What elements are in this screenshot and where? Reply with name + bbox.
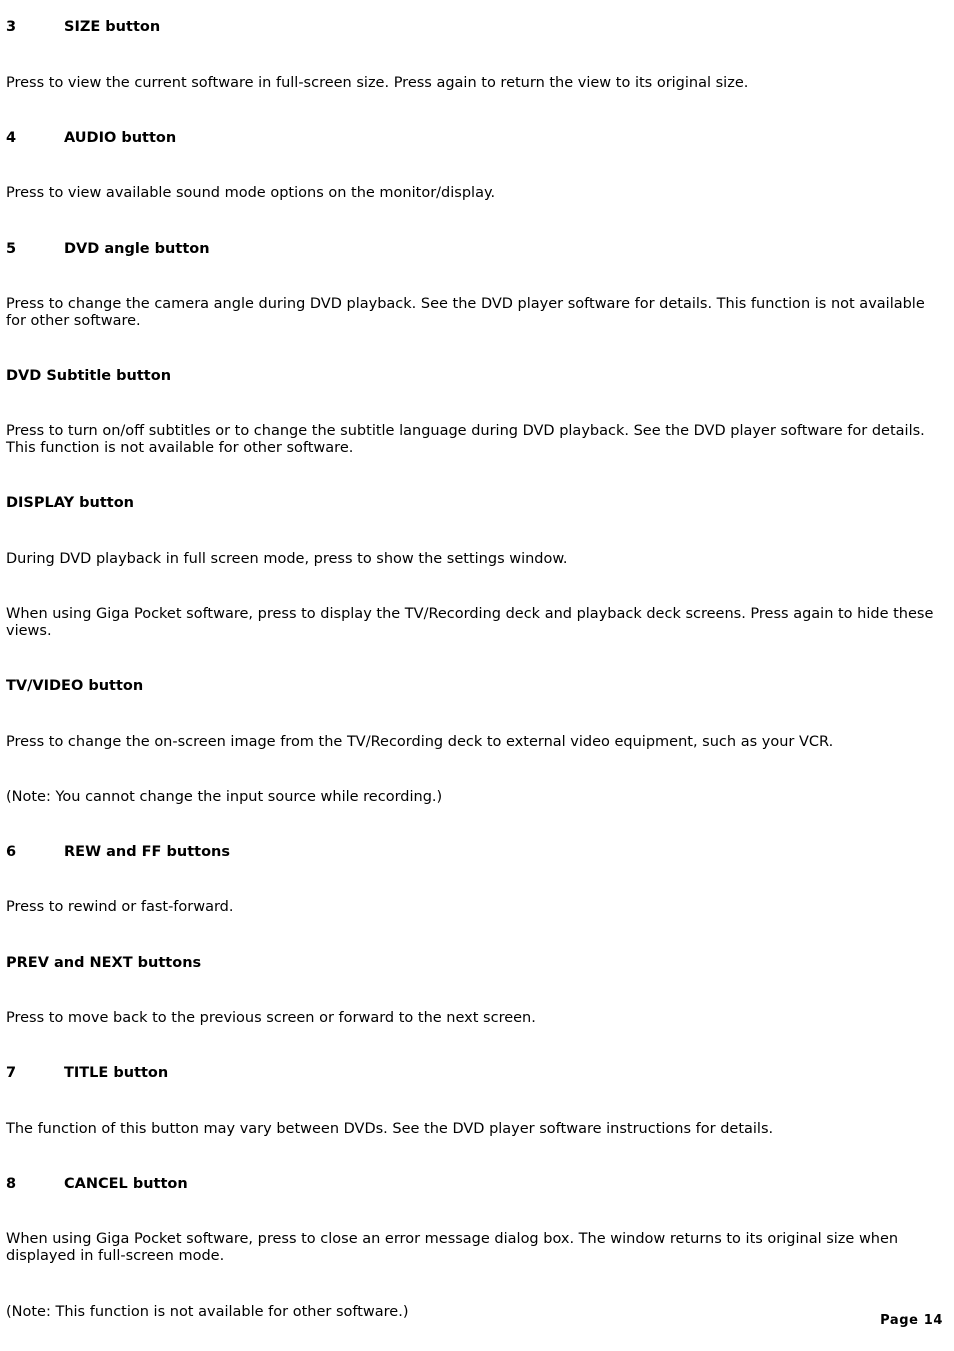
section-heading-size [6,19,946,36]
section-number: 5 [6,241,17,257]
subheading-display [6,495,946,512]
paragraph: When using Giga Pocket software, press to close an error message dialog box. The window returns to its original size when displayed in full-screen mode. [6,1231,899,1264]
paragraph: Press to turn on/off subtitles or to change the subtitle language during DVD playback. See the DVD player software for details. This function is not available for other software. [6,423,925,456]
section-heading-dvd-angle [6,241,946,258]
section-number: 4 [6,130,17,146]
section-title: CANCEL button [64,1176,188,1192]
section-heading-audio [6,130,946,147]
paragraph: Press to change the on-screen image from the TV/Recording deck to external video equipment, such as your VCR. [6,734,834,750]
section-title: TITLE button [64,1065,169,1081]
note-paragraph: (Note: You cannot change the input source while recording.) [6,789,443,805]
subheading-title: DISPLAY button [6,495,134,511]
section-number: 7 [6,1065,17,1081]
section-number: 3 [6,19,17,35]
paragraph: The function of this button may vary between DVDs. See the DVD player software instructions for details. [6,1121,774,1137]
section-title: AUDIO button [64,130,177,146]
section-number: 6 [6,844,17,860]
subheading-prev-next [6,955,946,972]
subheading-dvd-subtitle [6,368,946,385]
section-heading-cancel [6,1176,946,1193]
paragraph: Press to move back to the previous screen or forward to the next screen. [6,1010,536,1026]
paragraph: Press to change the camera angle during DVD playback. See the DVD player software for details. This function is not available for other software. [6,296,925,329]
subheading-title: TV/VIDEO button [6,678,144,694]
paragraph: During DVD playback in full screen mode, press to show the settings window. [6,551,568,567]
paragraph: Press to view available sound mode options on the monitor/display. [6,185,496,201]
section-title: SIZE button [64,19,161,35]
paragraph: Press to view the current software in full-screen size. Press again to return the view to its original size. [6,75,749,91]
note-paragraph: (Note: This function is not available for other software.) [6,1304,409,1320]
paragraph: Press to rewind or fast-forward. [6,899,234,915]
section-title: REW and FF buttons [64,844,230,860]
section-number: 8 [6,1176,17,1192]
subheading-title: PREV and NEXT buttons [6,955,202,971]
section-heading-title [6,1065,946,1082]
subheading-tv-video [6,678,946,695]
page-number: Page 14 [880,1313,943,1328]
subheading-title: DVD Subtitle button [6,368,172,384]
paragraph: When using Giga Pocket software, press to display the TV/Recording deck and playback deck screens. Press again to hide these views. [6,606,934,639]
section-heading-rew-ff [6,844,946,861]
section-title: DVD angle button [64,241,210,257]
